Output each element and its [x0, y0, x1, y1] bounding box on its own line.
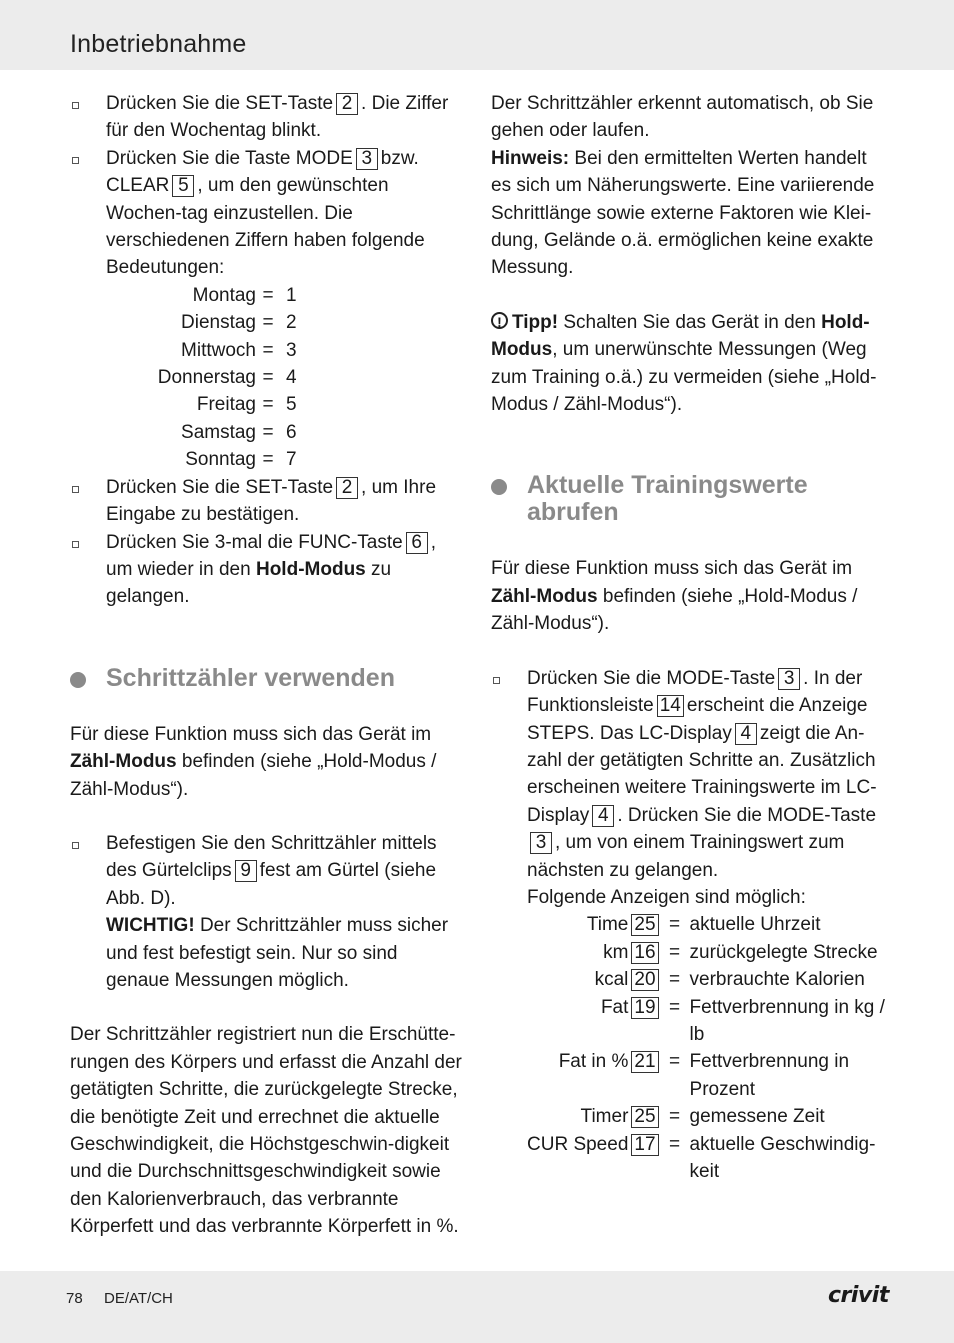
table-row: Time 25 = aktuelle Uhrzeit [586, 914, 821, 936]
warning-label: WICHTIG! [106, 915, 195, 937]
weekday-table [106, 282, 297, 474]
table-row: kcal 20 = verbrauchte Kalorien [594, 969, 865, 991]
paragraph: Der Schrittzähler erkennt automatisch, ob Sie gehen oder laufen. [491, 93, 874, 142]
reference-number: 3 [356, 148, 378, 170]
table-row: Montag = 1 [192, 284, 297, 306]
reference-number: 2 [336, 93, 358, 115]
list-item: Drücken Sie die MODE-Taste 3 . In der Funktionsleiste 14 erscheint die Anzeige STEPS. Das LC-Display 4 zeigt die An-zahl der getätigten Schritte an. Zusätzlich erscheinen weitere Trainingswerte im LC-Display 4 . Drücken Sie die MODE-Taste3 , um von einem Trainingswert zum nächsten zu gelangen. Folgende Anzeigen sind möglich: [491, 665, 886, 912]
table-row: Mittwoch = 3 [181, 339, 297, 361]
list-item: Drücken Sie 3-mal die FUNC-Taste 6 , um wieder in den Hold-Modus zu gelangen. [70, 529, 465, 611]
left-column [70, 90, 465, 1241]
reference-number: 3 [778, 668, 800, 690]
reference-number: 21 [631, 1051, 658, 1073]
reference-number: 4 [592, 805, 614, 827]
region-label: DE/AT/CH [104, 1290, 173, 1307]
reference-number: 19 [631, 997, 658, 1019]
table-row: Donnerstag = 4 [157, 367, 297, 389]
exclamation-icon: ! [491, 312, 508, 329]
reference-number: 25 [631, 914, 658, 936]
crivit-logo: crivit [828, 1283, 889, 1308]
table-row: Sonntag = 7 [185, 449, 297, 471]
table-row: Fat in % 21 = Fettverbrennung in Prozent [558, 1051, 850, 1100]
reference-number: 3 [530, 832, 552, 854]
reference-number: 17 [631, 1134, 658, 1156]
table-row: Samstag = 6 [181, 421, 297, 443]
reference-number: 16 [631, 942, 658, 964]
list-item: Befestigen Sie den Schrittzähler mittels des Gürtelclips 9 fest am Gürtel (siehe Abb. D). WICHTIG! Der Schrittzähler muss sicher und fest befestigt sein. Nur so sind genaue Messungen möglich. [70, 830, 465, 994]
paragraph: Für diese Funktion muss sich das Gerät im Zähl-Modus befinden (siehe „Hold-Modus / Zähl-Modus“). [70, 723, 437, 800]
section-heading: Aktuelle Trainingswerte abrufen [491, 472, 886, 526]
list-item: Drücken Sie die SET-Taste 2 . Die Ziffer für den Wochentag blinkt. [70, 90, 465, 145]
table-row: Freitag = 5 [196, 394, 297, 416]
list-item: Drücken Sie die Taste MODE 3 bzw. CLEAR 5 , um den gewünschten Wochen-tag einzustellen. Die verschiedenen Ziffern haben folgende Bedeutungen: [70, 145, 465, 282]
list-item: Drücken Sie die SET-Taste 2 , um Ihre Eingabe zu bestätigen. [70, 474, 465, 529]
reference-number: 2 [336, 477, 358, 499]
table-row: Dienstag = 2 [181, 312, 297, 334]
reference-number: 4 [735, 723, 757, 745]
table-row: km 16 = zurückgelegte Strecke [603, 941, 878, 963]
reference-number: 6 [406, 532, 428, 554]
page-title: Inbetriebnahme [70, 30, 247, 58]
table-row: Fat 19 = Fettverbrennung in kg / lb [600, 996, 885, 1045]
reference-number: 20 [631, 969, 658, 991]
section-heading: Schrittzähler verwenden [70, 665, 465, 692]
tip-paragraph: ! Tipp! Schalten Sie das Gerät in den Hold-Modus, um unerwünschte Messungen (Weg zum Training o.ä.) zu vermeiden (siehe „Hold-Modus / Zähl-Modus“). [491, 311, 877, 416]
display-table [527, 911, 886, 1185]
footer-band [0, 1271, 954, 1343]
right-column [491, 90, 886, 1185]
table-row: Timer 25 = gemessene Zeit [580, 1106, 825, 1128]
reference-number: 14 [657, 695, 684, 717]
page-number: 78 [66, 1290, 83, 1307]
paragraph: Für diese Funktion muss sich das Gerät im Zähl-Modus befinden (siehe „Hold-Modus / Zähl-Modus“). [491, 558, 858, 635]
reference-number: 25 [631, 1106, 658, 1128]
table-row: CUR Speed 17 = aktuelle Geschwindig-keit [527, 1133, 876, 1182]
reference-number: 9 [235, 860, 257, 882]
reference-number: 5 [172, 175, 194, 197]
paragraph: Der Schrittzähler registriert nun die Erschütte-rungen des Körpers und erfasst die Anzahl der getätigten Schritte, die zurückgelegte Strecke, die benötigte Zeit und errechnet die aktuelle Geschwindigkeit, die Höchstgeschwin-digkeit und die Durchschnittsgeschwindigkeit sowie den Kalorienverbrauch, das verbrannte Körperfett und das verbrannte Körperfett in %. [70, 1024, 462, 1238]
hint-paragraph: Hinweis: Bei den ermittelten Werten handelt es sich um Näherungswerte. Eine variierende Schrittlänge sowie externe Faktoren wie Klei-dung, Gelände o.ä. ermöglichen keine exakte Messung. [491, 147, 875, 279]
